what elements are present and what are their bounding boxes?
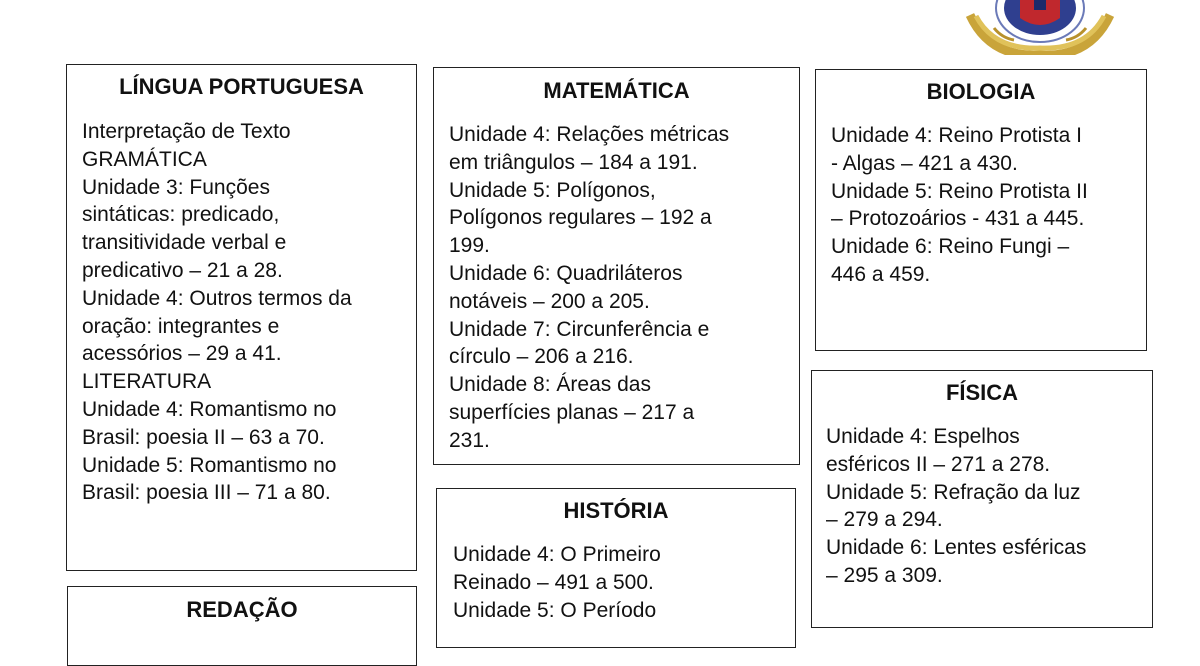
content-line: círculo – 206 a 216. (449, 345, 634, 369)
biologia-box (815, 69, 1147, 351)
content-line: Unidade 8: Áreas das (449, 373, 651, 397)
content-line: 446 a 459. (831, 262, 931, 286)
content-line: Unidade 5: Refração da luz (826, 480, 1081, 504)
lingua-portuguesa-box (66, 64, 417, 571)
historia-content (453, 541, 795, 624)
historia-title: HISTÓRIA (563, 498, 669, 523)
content-line: sintáticas: predicado, (82, 203, 280, 227)
content-line: oração: integrantes e (82, 314, 280, 338)
content-line: Unidade 6: Quadriláteros (449, 261, 683, 285)
content-line: – 279 a 294. (826, 508, 943, 532)
content-line: 199. (449, 234, 490, 258)
content-line: Unidade 4: Reino Protista I (831, 124, 1082, 147)
content-line: Unidade 5: O Período (453, 598, 657, 622)
fisica-title: FÍSICA (945, 380, 1019, 405)
lingua-portuguesa-title: LÍNGUA PORTUGUESA (119, 74, 364, 99)
content-line: acessórios – 29 a 41. (82, 342, 282, 366)
content-line: – Protozoários - 431 a 445. (831, 207, 1085, 231)
content-line: Brasil: poesia III – 71 a 80. (82, 481, 331, 505)
matematica-box (433, 67, 800, 465)
content-line: Unidade 7: Circunferência e (449, 317, 710, 341)
content-line: 231. (449, 428, 490, 452)
content-line: Unidade 5: Reino Protista II (831, 179, 1088, 203)
redacao-title: REDAÇÃO (186, 597, 298, 622)
content-line: Reinado – 491 a 500. (453, 570, 654, 594)
biologia-title: BIOLOGIA (926, 79, 1036, 104)
content-line: Unidade 4: Romantismo no (82, 397, 337, 421)
content-line: em triângulos – 184 a 191. (449, 150, 698, 174)
redacao-box (67, 586, 417, 666)
content-line: Interpretação de Texto (82, 120, 291, 143)
biologia-content (831, 122, 1146, 289)
content-line: notáveis – 200 a 205. (449, 289, 650, 313)
content-line: Unidade 4: Relações métricas (449, 123, 730, 146)
content-line: Polígonos regulares – 192 a (449, 206, 712, 230)
content-line: Unidade 4: O Primeiro (453, 543, 661, 566)
historia-box (436, 488, 796, 648)
school-crest-icon (960, 0, 1120, 55)
content-line: esféricos II – 271 a 278. (826, 452, 1051, 476)
matematica-content (449, 121, 799, 455)
lingua-portuguesa-content (82, 118, 416, 507)
content-line: LITERATURA (82, 370, 212, 394)
content-line: - Algas – 421 a 430. (831, 151, 1018, 175)
content-line: – 295 a 309. (826, 563, 943, 587)
content-line: Unidade 3: Funções (82, 175, 270, 199)
fisica-box (811, 370, 1153, 628)
content-line: Unidade 5: Polígonos, (449, 178, 656, 202)
content-line: Unidade 4: Outros termos da (82, 286, 352, 310)
content-line: Brasil: poesia II – 63 a 70. (82, 425, 325, 449)
content-line: predicativo – 21 a 28. (82, 258, 283, 282)
content-line: Unidade 4: Espelhos (826, 425, 1020, 448)
content-line: superfícies planas – 217 a (449, 400, 695, 424)
content-line: Unidade 5: Romantismo no (82, 453, 337, 477)
matematica-title: MATEMÁTICA (543, 78, 690, 103)
content-line: transitividade verbal e (82, 231, 287, 255)
content-line: Unidade 6: Lentes esféricas (826, 536, 1087, 560)
content-line: GRAMÁTICA (82, 147, 207, 171)
content-line: Unidade 6: Reino Fungi – (831, 235, 1070, 259)
fisica-content (826, 423, 1152, 590)
